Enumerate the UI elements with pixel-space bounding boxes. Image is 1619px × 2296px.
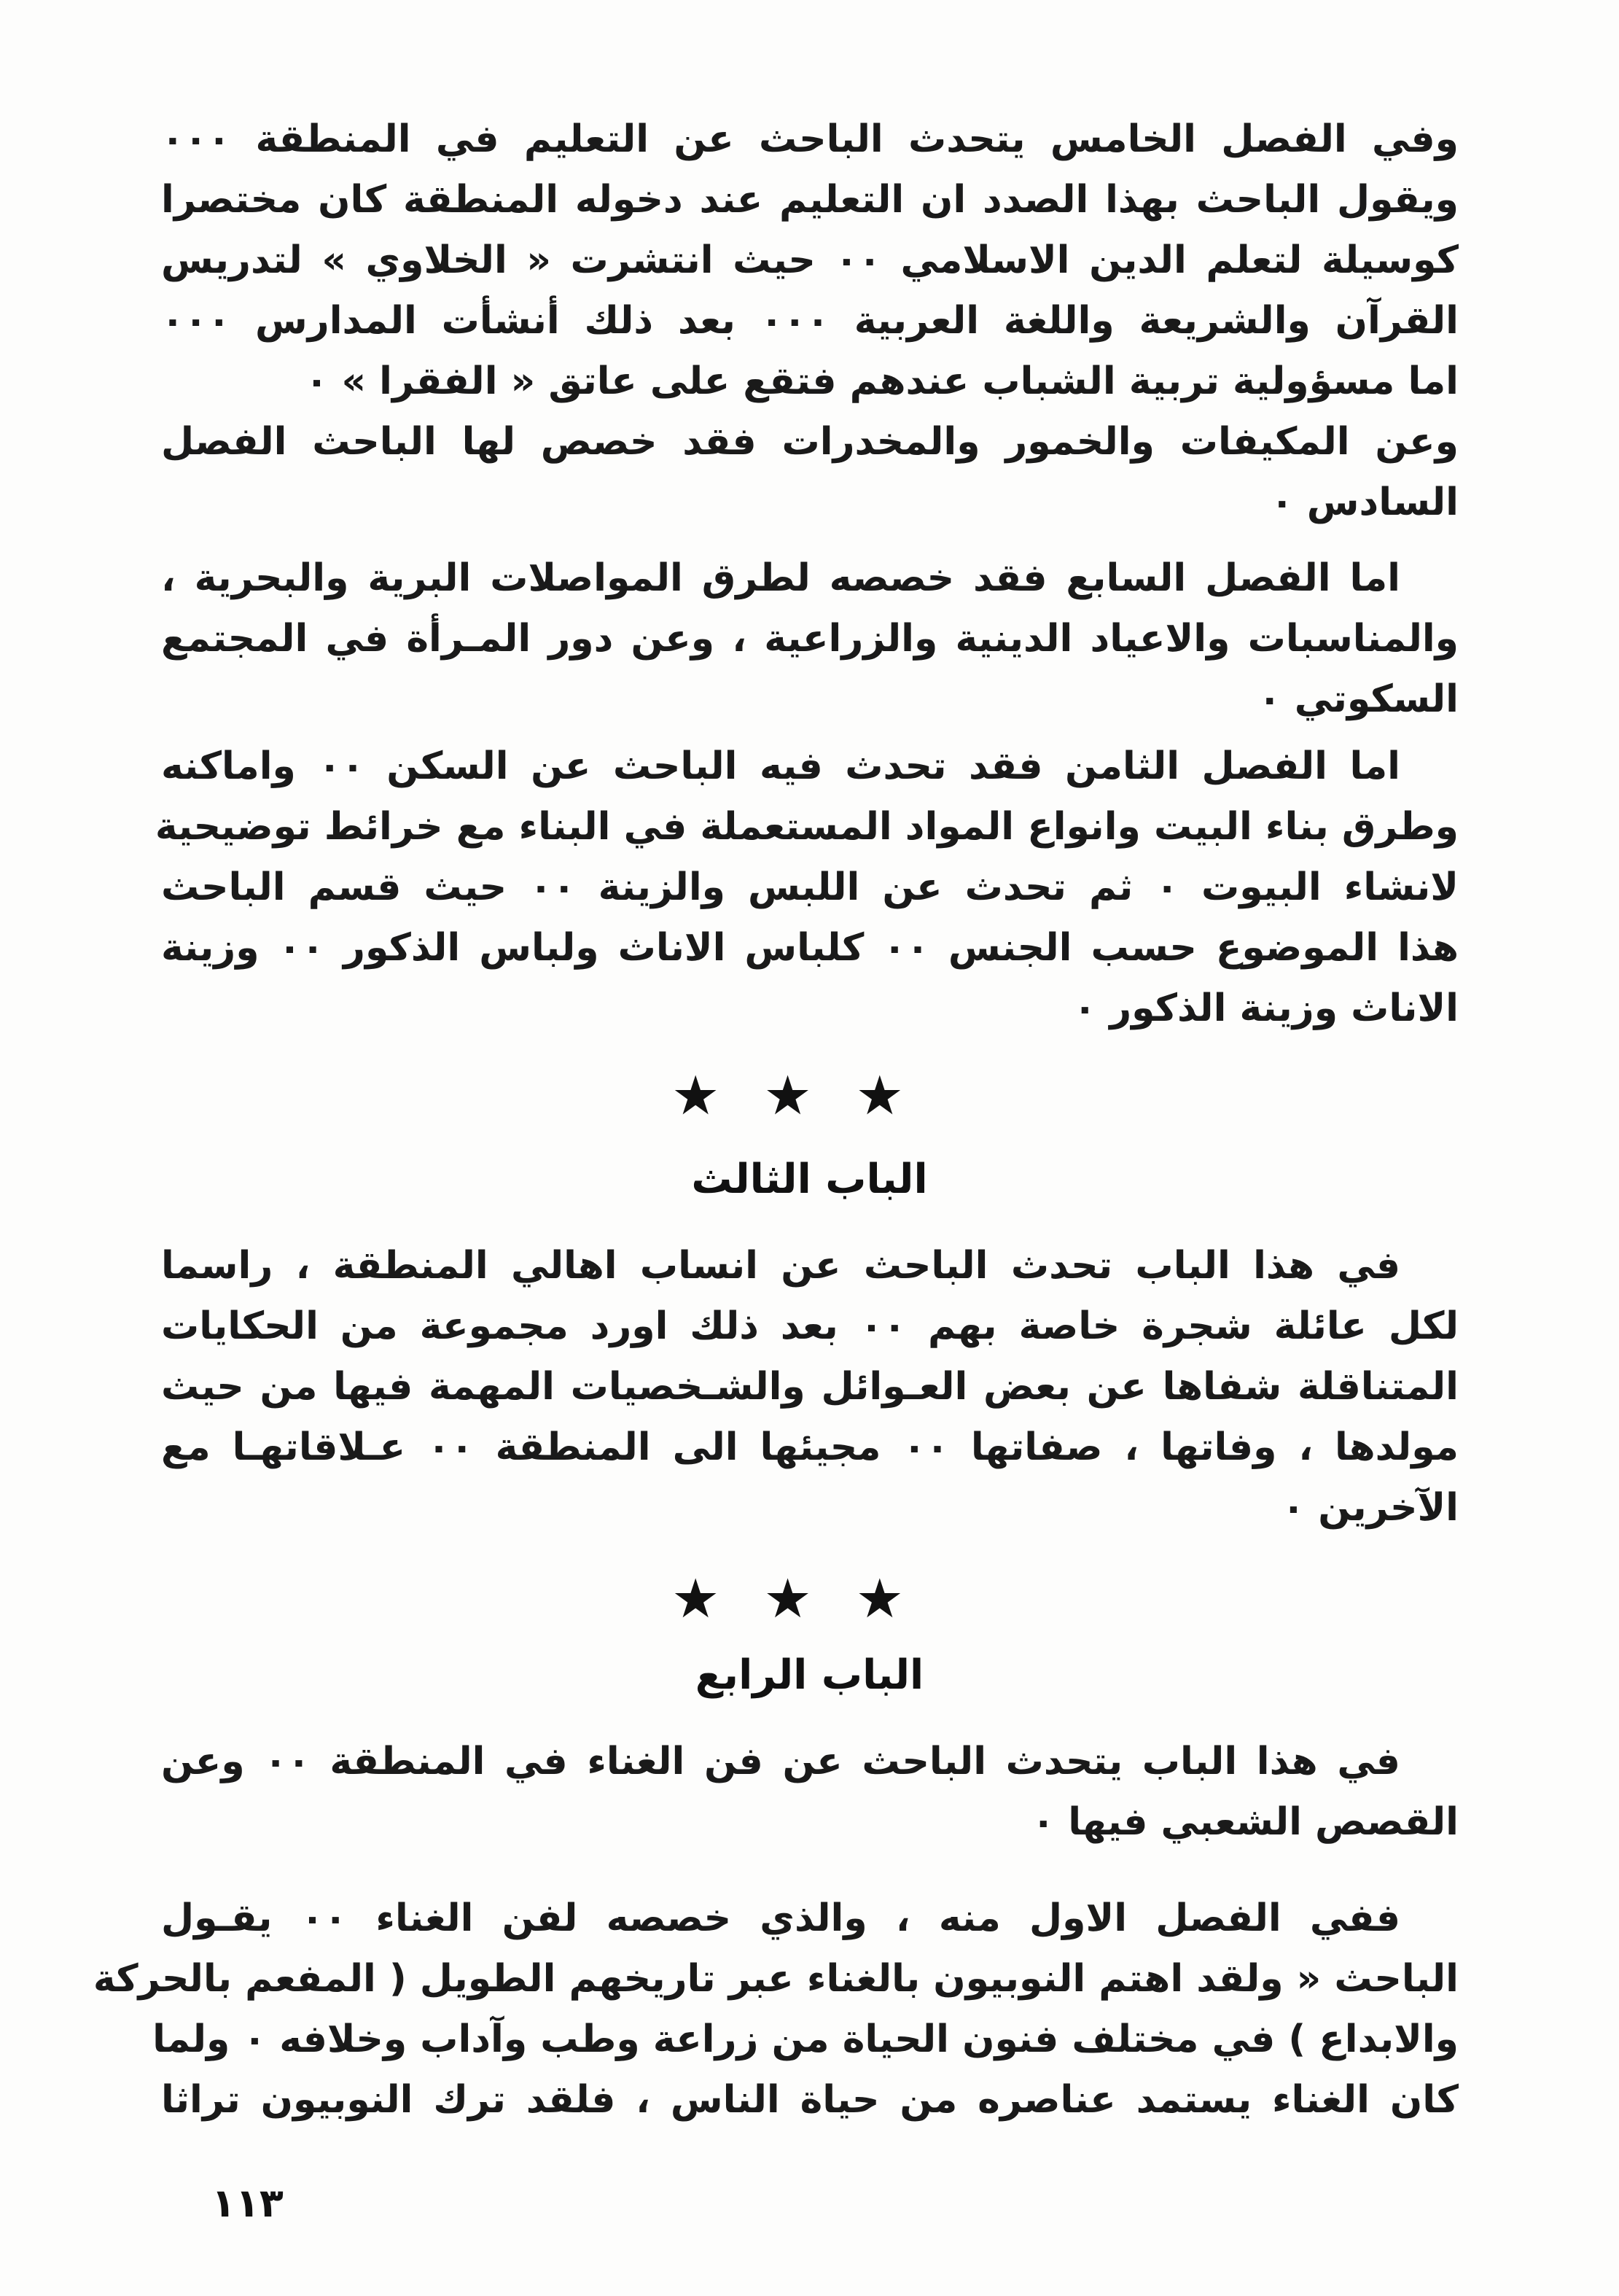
text-line: القصص الشعبي فيها ٠: [1031, 1800, 1459, 1844]
text-line: السادس ٠: [1270, 480, 1459, 524]
page-number: ١١٣: [211, 2180, 284, 2226]
text-line: وفي الفصل الخامس يتحدث الباحث عن التعليم في المنطقة ٠٠٠: [161, 117, 1459, 161]
text-line: اما مسؤولية تربية الشباب عندهم فتقع على عاتق « الفقرا » ٠: [305, 359, 1459, 403]
text-line: مولدها ، وفاتها ، صفاتها ٠٠ مجيئها الى المنطقة ٠٠ عـلاقاتهـا مع: [161, 1425, 1459, 1469]
text-line: الآخرين ٠: [1281, 1486, 1459, 1530]
paragraph-part-three: [161, 1236, 1459, 1538]
text-line: اما الفصل الثامن فقد تحدث فيه الباحث عن السكن ٠٠ واماكنه: [161, 744, 1400, 788]
text-line: كوسيلة لتعلم الدين الاسلامي ٠٠ حيث انتشرت « الخلاوي » لتدريس: [161, 238, 1459, 282]
paragraph-part-four: [161, 1732, 1459, 1853]
text-line: ويقول الباحث بهذا الصدد ان التعليم عند دخوله المنطقة كان مختصرا: [161, 178, 1459, 222]
text-line: كان الغناء يستمد عناصره من حياة الناس ، فلقد ترك النوبيون تراثا: [161, 2078, 1459, 2122]
text-line: وعن المكيفات والخمور والمخدرات فقد خصص لها الباحث الفصل: [161, 420, 1459, 464]
text-line: والمناسبات والاعياد الدينية والزراعية ، وعن دور المـرأة في المجتمع: [161, 617, 1459, 661]
paragraph-chapter-five: [161, 109, 1459, 533]
text-line: الباحث « ولقد اهتم النوبيون بالغناء عبر تاريخهم الطويل ( المفعم بالحركة: [93, 1957, 1459, 2001]
paragraph-chapter-seven: [161, 548, 1459, 730]
star-separator: ★★★: [671, 1568, 948, 1630]
text-line: في هذا الباب يتحدث الباحث عن فن الغناء في المنطقة ٠٠ وعن: [161, 1740, 1400, 1783]
paragraph-chapter-one-singing: [93, 1888, 1459, 2130]
text-line: ففي الفصل الاول منه ، والذي خصصه لفن الغناء ٠٠ يقـول: [161, 1896, 1400, 1940]
text-line: الاناث وزينة الذكور ٠: [1073, 986, 1459, 1030]
star-separator: ★★★: [671, 1065, 948, 1127]
text-line: لانشاء البيوت ٠ ثم تحدث عن اللبس والزينة ٠٠ حيث قسم الباحث: [161, 865, 1459, 909]
text-line: لكل عائلة شجرة خاصة بهم ٠٠ بعد ذلك اورد مجموعة من الحكايات: [161, 1304, 1459, 1348]
text-line: السكوتي ٠: [1257, 677, 1459, 721]
text-line: في هذا الباب تحدث الباحث عن انساب اهالي المنطقة ، راسما: [161, 1244, 1400, 1288]
section-heading-part-three: الباب الثالث: [691, 1156, 928, 1203]
section-heading-part-four: الباب الرابع: [695, 1651, 924, 1699]
text-line: والابداع ) في مختلف فنون الحياة من زراعة وطب وآداب وخلافه ٠ ولما: [152, 2017, 1459, 2061]
text-line: القرآن والشريعة واللغة العربية ٠٠٠ بعد ذلك أنشأت المدارس ٠٠٠: [161, 299, 1459, 343]
text-line: وطرق بناء البيت وانواع المواد المستعملة في البناء مع خرائط توضيحية: [155, 805, 1459, 849]
text-line: هذا الموضوع حسب الجنس ٠٠ كلباس الاناث ولباس الذكور ٠٠ وزينة: [161, 926, 1459, 970]
text-line: اما الفصل السابع فقد خصصه لطرق المواصلات البرية والبحرية ،: [161, 556, 1400, 600]
text-line: المتناقلة شفاها عن بعض العـوائل والشـخصيات المهمة فيها من حيث: [161, 1365, 1459, 1409]
paragraph-chapter-eight: [155, 736, 1459, 1039]
